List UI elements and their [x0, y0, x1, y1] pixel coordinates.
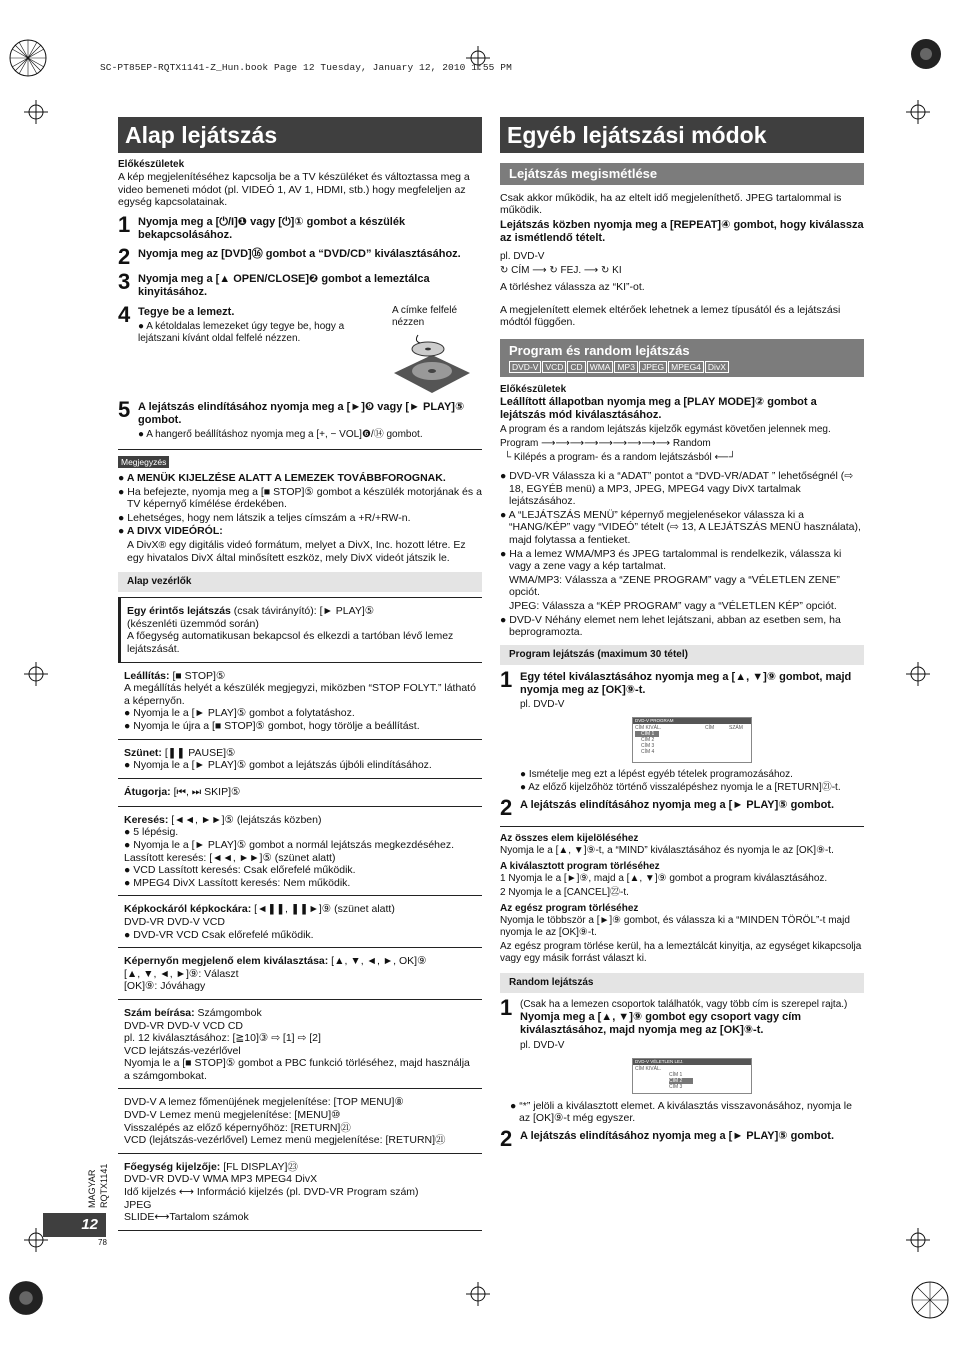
- control-keys: (csak távirányító): [► PLAY]⑤: [230, 605, 375, 618]
- control-keys: [■ STOP]⑤: [169, 669, 226, 682]
- crosshair-mark: [466, 1282, 490, 1306]
- control-line: [OK]⑨: Jóváhagy: [124, 980, 206, 993]
- control-row: [118, 948, 482, 1000]
- note-item: ● A DIVX VIDEÓRÓL:: [118, 525, 223, 538]
- select-all-heading: Az összes elem kijelöléséhez: [500, 833, 639, 845]
- program-prep-instruction: Leállított állapotban nyomja meg a [PLAY MODE]② gombot a lejátszás mód kiválasztásához.: [500, 395, 817, 421]
- program-bullet: ● Az előző kijelzőhöz történő visszalépéshez nyomja le a [RETURN]㉑-t.: [520, 782, 841, 794]
- random-screen-illustration: DVD-V VÉLETLEN LEJ. CÍM KIVÁL. CÍM 1 CÍM 2 CÍM 3: [632, 1058, 752, 1094]
- disc-tray-icon: [392, 333, 472, 395]
- delete-all-heading: Az egész program törléséhez: [500, 903, 639, 915]
- control-line: Nyomja le a [■ STOP]⑤ gombot a PBC funkció törléséhez, majd használja a számgombokat.: [124, 1057, 470, 1082]
- control-label: Átugorja:: [124, 785, 171, 798]
- control-row: [118, 896, 482, 948]
- program-random-bullet: WMA/MP3: Válassza a “ZENE PROGRAM” vagy a “VÉLETLEN ZENE” opciót.: [509, 573, 840, 599]
- program-bullet: ● Ismételje meg ezt a lépést egyéb tételek programozásához.: [520, 769, 793, 781]
- crosshair-mark: [24, 662, 48, 686]
- program-random-bullets: [500, 470, 864, 639]
- control-line: A főegység automatikusan bekapcsol és elkezdi a tartóban lévő lemez lejátszását.: [127, 630, 454, 656]
- controls-table: [118, 597, 482, 1231]
- program-screen-row: CÍM 1: [635, 731, 659, 737]
- control-keys: [❚❚ PAUSE]⑤: [161, 746, 236, 759]
- control-keys: [◄◄, ►►]⑤ (lejátszás közben): [168, 813, 322, 826]
- registration-mark-top-left: [8, 38, 48, 78]
- control-line: ● Nyomja le újra a [■ STOP]⑤ gombot, hogy törölje a beállítást.: [124, 720, 420, 732]
- control-line: ● DVD-VR VCD Csak előrefelé működik.: [124, 928, 314, 941]
- step-5: 5 A lejátszás elindításához nyomja meg a [►]❾ vagy [► PLAY]⑤ gombot. ● A hangerő beállításhoz nyomja meg a [+, − VOL]❻/⑭ gombot.: [118, 396, 465, 440]
- program-prep-heading: Előkészületek: [500, 383, 567, 395]
- page-title-left: Alap lejátszás: [118, 117, 482, 153]
- note-item: ● Lehetséges, hogy nem látszik a teljes címszám a +R/+RW-n.: [118, 511, 411, 524]
- registration-mark-bottom-left: [8, 1280, 44, 1316]
- control-row: [118, 1000, 482, 1090]
- control-line: ● MPEG4 DivX Lassított keresés: Nem működik.: [124, 876, 351, 889]
- note-item: ● A MENÜK KIJELZÉSE ALATT A LEMEZEK TOVÁBBFOROGNAK.: [118, 472, 446, 485]
- program-screen-illustration: DVD-V PROGRAM CÍM KIVÁL. CÍM 1 CÍM 2 CÍM 3 CÍM 4 CÍM SZÁM: [632, 717, 752, 763]
- control-label: Szám beírása:: [124, 1006, 195, 1019]
- program-screen-row: CÍM 3: [641, 743, 655, 750]
- control-keys: [⏮, ⏭ SKIP]⑤: [170, 785, 241, 798]
- control-label: Szünet:: [124, 746, 162, 759]
- format-tag: CD: [567, 361, 585, 373]
- note-item: ● Ha befejezte, nyomja meg a [■ STOP]⑤ gombot a készülék motorjának és a TV képernyő kímélése érdekében.: [118, 485, 482, 511]
- random-screen-row: CÍM 3: [669, 1083, 683, 1090]
- control-line: [▲, ▼, ◄, ►]⑨: Választ: [124, 967, 239, 980]
- control-line: pl. 12 kiválasztásához: [≧10]③ ⇨ [1] ⇨ [2]: [124, 1032, 321, 1045]
- control-line: DVD-V A lemez főmenüjének megjelenítése: [TOP MENU]⑧: [124, 1096, 404, 1109]
- notes-list: [118, 472, 482, 564]
- controls-heading: Alap vezérlők: [118, 572, 482, 592]
- crosshair-mark: [906, 1228, 930, 1252]
- crosshair-mark: [24, 100, 48, 124]
- program-step-2: 2 A lejátszás elindításához nyomja meg a [► PLAY]⑤ gombot.: [500, 795, 835, 821]
- disc-illustration: A címke felfelé nézzen: [392, 305, 482, 395]
- format-tag: DVD-V: [509, 361, 541, 373]
- control-line: DVD-VR DVD-V WMA MP3 MPEG4 DivX: [124, 1173, 318, 1186]
- step-2: 2 Nyomja meg az [DVD]⑯ gombot a “DVD/CD” kiválasztásához.: [118, 244, 461, 270]
- repeat-intro: Csak akkor működik, ha az eltelt idő megjeleníthető. JPEG tartalommal is működik.: [500, 191, 842, 217]
- repeat-display-note: A megjelenített elemek eltérőek lehetnek a lemez típusától és a lejátszási módtól függően.: [500, 303, 841, 329]
- control-line: ● VCD Lassított keresés: Csak előrefelé működik.: [124, 864, 356, 877]
- format-tag: MP3: [614, 361, 637, 373]
- step-1: 1 Nyomja meg a [⏻/I]❶ vagy [⏻]① gombot a készülék bekapcsolásához.: [118, 211, 406, 241]
- disc-format-tags: [509, 361, 855, 374]
- control-line: DVD-VR DVD-V VCD: [124, 915, 225, 928]
- control-label: Keresés:: [124, 813, 169, 826]
- program-playback-heading: Program lejátszás (maximum 30 tétel): [500, 645, 864, 665]
- control-row: [118, 779, 482, 807]
- right-column: [500, 117, 864, 1154]
- program-step-1: 1 Egy tétel kiválasztásához nyomja meg a [▲, ▼]⑨ gombot, majd nyomja meg az [OK]⑨-t. pl. DVD-V: [500, 666, 852, 711]
- control-line: A megállítás helyét a készülék megjegyzi, miközben “STOP FOLYT.” látható a képernyőn.: [124, 682, 476, 707]
- repeat-cancel-note: A törléshez válassza az “KI”-ot.: [500, 281, 645, 294]
- control-keys: [FL DISPLAY]㉓: [220, 1160, 298, 1173]
- random-step-2: 2 A lejátszás elindításához nyomja meg a [► PLAY]⑤ gombot.: [500, 1125, 835, 1151]
- control-line: ● Nyomja le a [► PLAY]⑤ gombot a folytatáshoz.: [124, 707, 355, 720]
- repeat-instruction: Lejátszás közben nyomja meg a [REPEAT]④ gombot, hogy kiválassza az ismétlendő tételt.: [500, 218, 864, 244]
- program-screen-row: CÍM 4: [641, 749, 655, 756]
- control-label: Képernyőn megjelenő elem kiválasztása:: [124, 955, 329, 968]
- format-tag: JPEG: [639, 361, 667, 373]
- small-page-number: 78: [98, 1238, 107, 1247]
- control-line: (készenléti üzemmód során): [127, 617, 259, 630]
- control-row: [118, 663, 482, 740]
- random-bullet: ● “*” jelöli a kiválasztott elemet. A kiválasztás visszavonásához, nyomja le az [OK]⑨-t még egyszer.: [510, 1099, 852, 1125]
- repeat-example-label: pl. DVD-V: [500, 251, 545, 263]
- registration-mark-top-right: [910, 38, 942, 70]
- program-bullets: [500, 769, 864, 794]
- control-label: Egy érintős lejátszás: [127, 605, 231, 618]
- random-step-1: 1 (Csak ha a lemezen csoportok találhatók, vagy több cím is szerepel rajta.) Nyomja meg a [▲, ▼]⑨ gombot egy csoport vagy cím kiválasztásához, majd nyomja meg az [OK]⑨-t. pl. DVD-V: [500, 995, 848, 1051]
- control-row: [118, 807, 482, 897]
- note-item: A DivX® egy digitális videó formátum, melyet a DivX, Inc. hozott létre. Ez egy hivatalos DivX által minősített eszköz, mely DivX videót játszik le.: [127, 539, 466, 564]
- control-label: Leállítás:: [124, 669, 170, 682]
- step-3: 3 Nyomja meg a [▲ OPEN/CLOSE]❷ gombot a lemeztálca kinyitásához.: [118, 269, 430, 299]
- prep-heading: Előkészületek: [118, 159, 185, 170]
- control-line: ● Nyomja le a [► PLAY]⑤ gombot a normál lejátszás megkezdéséhez.: [124, 838, 455, 851]
- delete-all-text: Nyomja le többször a [►]⑨ gombot, és válassza ki a “MINDEN TÖRÖL”-t majd nyomja le az [OK]⑨-t.: [500, 915, 850, 939]
- program-random-bullet: ● DVD-VR Válassza ki a “ADAT” pontot a “DVD-VR/ADAT ” lehetőségnél (⇨ 18, EGYÉB menü) a MP3, JPEG, MPEG4 vagy DivX tartalmak lejátszásához.: [500, 470, 854, 508]
- format-tag: MPEG4: [668, 361, 704, 373]
- control-row: [118, 1089, 482, 1153]
- program-random-bullet: ● A “LEJÁTSZÁS MENÜ” képernyő megjelenésekor válassza ki a “HANG/KÉP” vagy “VIDEÓ” tételt (⇨ 13, A LEJÁTSZÁS MENÜ használata), majd folytassa a fentieket.: [500, 508, 861, 547]
- notes-tag: Megjegyzés: [118, 456, 169, 468]
- control-line: Lassított keresés: [◄◄, ►►]⑤ (szünet alatt): [124, 851, 336, 864]
- control-keys: Számgombok: [194, 1006, 262, 1019]
- side-language-label: MAGYAR: [87, 1169, 97, 1208]
- left-column: [118, 117, 482, 1231]
- control-line: DVD-V Lemez menü megjelenítése: [MENU]⑩: [124, 1109, 341, 1122]
- control-row: [118, 1154, 482, 1231]
- delete-selected-heading: A kiválasztott program törléséhez: [500, 861, 660, 873]
- control-line: Idő kijelzés ⟷ Információ kijelzés (pl. DVD-VR Program szám): [124, 1186, 419, 1199]
- control-row: [118, 598, 482, 662]
- control-row: [118, 740, 482, 779]
- control-line: VCD lejátszás-vezérlővel: [124, 1044, 241, 1057]
- program-screen-row: CÍM 2: [641, 737, 655, 744]
- repeat-section-heading: Lejátszás megismétlése: [500, 163, 864, 185]
- program-random-sequence-note: A program és a random lejátszás kijelzők egymást követően jelennek meg.: [500, 424, 831, 436]
- select-all-text: Nyomja le a [▲, ▼]⑨-t, a “MIND” kiválasztásához és nyomja le az [OK]⑨-t.: [500, 845, 834, 857]
- control-line: ● 5 lépésig.: [124, 826, 179, 839]
- side-code-label: RQTX1141: [99, 1163, 109, 1208]
- crosshair-mark: [906, 662, 930, 686]
- control-keys: [◄❚❚, ❚❚►]⑨ (szünet alatt): [251, 903, 395, 916]
- control-label: Képkockáról képkockára:: [124, 903, 252, 916]
- control-line: VCD (lejátszás-vezérlővel) Lemez menü megjelenítése: [RETURN]㉑: [124, 1134, 446, 1147]
- format-tag: WMA: [587, 361, 614, 373]
- control-line: DVD-VR DVD-V VCD CD: [124, 1019, 244, 1032]
- control-label: Főegység kijelzője:: [124, 1160, 221, 1173]
- control-line: ● Nyomja le a [► PLAY]⑤ gombot a lejátszás újbóli elindításához.: [124, 759, 432, 772]
- random-screen-row: CÍM 2: [669, 1078, 693, 1084]
- crosshair-mark: [906, 100, 930, 124]
- format-tag: DivX: [705, 361, 729, 373]
- control-line: SLIDE⟷Tartalom számok: [124, 1211, 249, 1224]
- format-tag: VCD: [542, 361, 566, 373]
- random-playback-heading: Random lejátszás: [500, 973, 864, 993]
- print-header-line: SC-PT85EP-RQTX1141-Z_Hun.book Page 12 Tuesday, January 12, 2010 1:55 PM: [100, 62, 512, 73]
- step-4: 4 Tegye be a lemezt. ● A kétoldalas lemezeket úgy tegye be, hogy a lejátszani kívánt oldal felfelé nézzen. A címke felfelé nézzen: [118, 305, 482, 395]
- page-title-right: Egyéb lejátszási módok: [500, 117, 864, 153]
- delete-selected-step-1: 1 Nyomja le a [►]⑨, majd a [▲, ▼]⑨ gombot a program kiválasztásához.: [500, 873, 828, 885]
- page-number: 12: [43, 1213, 106, 1237]
- random-screen-row: CÍM 1: [669, 1071, 683, 1078]
- program-random-bullet: ● DVD-V Néhány elemet nem lehet lejátszani, abban az esetben sem, ha beprogramozta.: [500, 613, 841, 639]
- registration-mark-bottom-right: [910, 1280, 950, 1320]
- control-keys: [▲, ▼, ◄, ►, OK]⑨: [328, 955, 427, 968]
- prep-text: A kép megjelenítéséhez kapcsolja be a TV készüléket és változtassa meg a video bemeneti módot (pl. VIDEÓ 1, AV 1, HDMI, stb.) hogy megfeleljen az egység kapcsolatainak.: [118, 171, 470, 209]
- control-line: Visszalépés az előző képernyőhöz: [RETURN]㉑: [124, 1121, 351, 1134]
- delete-all-note: Az egész program törlése kerül, ha a lemeztálcát kinyitja, az egységet kikapcsolja vagy egy másik forrást választ ki.: [500, 941, 862, 965]
- program-random-section-heading: Program és random lejátszás DVD-V VCD CD WMA MP3 JPEG MPEG4 DivX: [500, 339, 864, 377]
- program-random-bullet: JPEG: Válassza a “KÉP PROGRAM” vagy a “VÉLETLEN KÉP” opciót.: [509, 600, 837, 613]
- program-random-exit-flow: └ Kilépés a program- és a random lejátszásból ⟵┘: [504, 452, 736, 464]
- program-random-flow: Program ⟶⟶⟶⟶⟶⟶⟶⟶⟶ Random: [500, 438, 711, 450]
- delete-selected-step-2: 2 Nyomja le a [CANCEL]㉒-t.: [500, 887, 629, 899]
- program-random-bullet: ● Ha a lemez WMA/MP3 és JPEG tartalommal is rendelkezik, válassza ki vagy a zene vagy a kép tartalmat.: [500, 547, 842, 573]
- control-line: JPEG: [124, 1198, 152, 1211]
- repeat-cycle: ↻ CÍM ⟶ ↻ FEJ. ⟶ ↻ KI: [500, 265, 622, 277]
